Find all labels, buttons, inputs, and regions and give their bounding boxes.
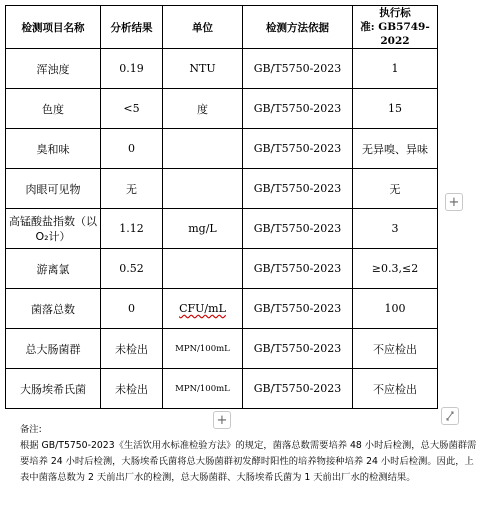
cell-standard: 1 (353, 49, 438, 89)
cell-result: 0.19 (101, 49, 163, 89)
notes-label: 备注: (20, 424, 42, 435)
cell-unit: mg/L (163, 209, 243, 249)
cell-standard: 3 (353, 209, 438, 249)
cell-result: 无 (101, 169, 163, 209)
header-unit: 单位 (163, 6, 243, 49)
header-result: 分析结果 (101, 6, 163, 49)
header-standard-line2: 准: GB5749-2022 (360, 21, 430, 47)
cell-method: GB/T5750-2023 (243, 129, 353, 169)
cell-item: 游离氯 (6, 249, 101, 289)
cell-item: 高锰酸盐指数（以 O₂计） (6, 209, 101, 249)
table-row (6, 289, 438, 329)
cell-method: GB/T5750-2023 (243, 49, 353, 89)
cell-result: 0 (101, 289, 163, 329)
cell-unit (163, 169, 243, 209)
cell-method: GB/T5750-2023 (243, 89, 353, 129)
cell-item: 肉眼可见物 (6, 169, 101, 209)
header-standard-line1: 执行标 (379, 7, 411, 19)
cell-result: 0.52 (101, 249, 163, 289)
cell-unit: MPN/100mL (163, 369, 243, 409)
cell-standard: 不应检出 (353, 369, 438, 409)
header-item: 检测项目名称 (6, 6, 101, 49)
table-row (6, 129, 438, 169)
cell-method: GB/T5750-2023 (243, 249, 353, 289)
cell-item: 浑浊度 (6, 49, 101, 89)
table-row (6, 369, 438, 409)
cell-standard: ≥0.3,≤2 (353, 249, 438, 289)
cell-result: <5 (101, 89, 163, 129)
cell-result: 未检出 (101, 329, 163, 369)
table-row (6, 169, 438, 209)
header-standard (353, 6, 438, 49)
cell-standard: 无异嗅、异味 (353, 129, 438, 169)
cell-unit: 度 (163, 89, 243, 129)
cell-item: 大肠埃希氏菌 (6, 369, 101, 409)
add-row-button[interactable]: + (213, 411, 231, 429)
cell-result: 未检出 (101, 369, 163, 409)
cell-unit (163, 289, 243, 329)
cell-standard: 无 (353, 169, 438, 209)
water-quality-table (5, 5, 438, 409)
cell-standard: 15 (353, 89, 438, 129)
table-header-row (6, 6, 438, 49)
cell-unit-text: CFU/mL (179, 302, 226, 315)
cell-method: GB/T5750-2023 (243, 209, 353, 249)
cell-unit: MPN/100mL (163, 329, 243, 369)
cell-item: 菌落总数 (6, 289, 101, 329)
cell-item: 臭和味 (6, 129, 101, 169)
add-column-button[interactable]: + (445, 193, 463, 211)
cell-result: 1.12 (101, 209, 163, 249)
cell-unit (163, 129, 243, 169)
cell-standard: 不应检出 (353, 329, 438, 369)
cell-item: 总大肠菌群 (6, 329, 101, 369)
notes-section (20, 422, 480, 486)
table-row (6, 329, 438, 369)
cell-method: GB/T5750-2023 (243, 169, 353, 209)
table-row (6, 89, 438, 129)
cell-method: GB/T5750-2023 (243, 289, 353, 329)
cell-item: 色度 (6, 89, 101, 129)
cell-unit (163, 249, 243, 289)
table-row (6, 249, 438, 289)
cell-standard: 100 (353, 289, 438, 329)
header-method: 检测方法依据 (243, 6, 353, 49)
cell-method: GB/T5750-2023 (243, 329, 353, 369)
cell-result: 0 (101, 129, 163, 169)
table-row (6, 49, 438, 89)
notes-text: 根据 GB/T5750-2023《生活饮用水标准检验方法》的规定，菌落总数需要培养 48 小时后检测，总大肠菌群需要培养 24 小时后检测，大肠埃希氏菌将总大肠菌群初发酵时阳性的培养物接种培养 24 小时后检测。因此，上表中菌落总数为 2 天前出厂水的检测，总大肠菌群、大肠埃希氏菌为 1 天前出厂水的检测结果。 (20, 440, 477, 483)
cell-unit: NTU (163, 49, 243, 89)
table-row (6, 209, 438, 249)
cell-method: GB/T5750-2023 (243, 369, 353, 409)
